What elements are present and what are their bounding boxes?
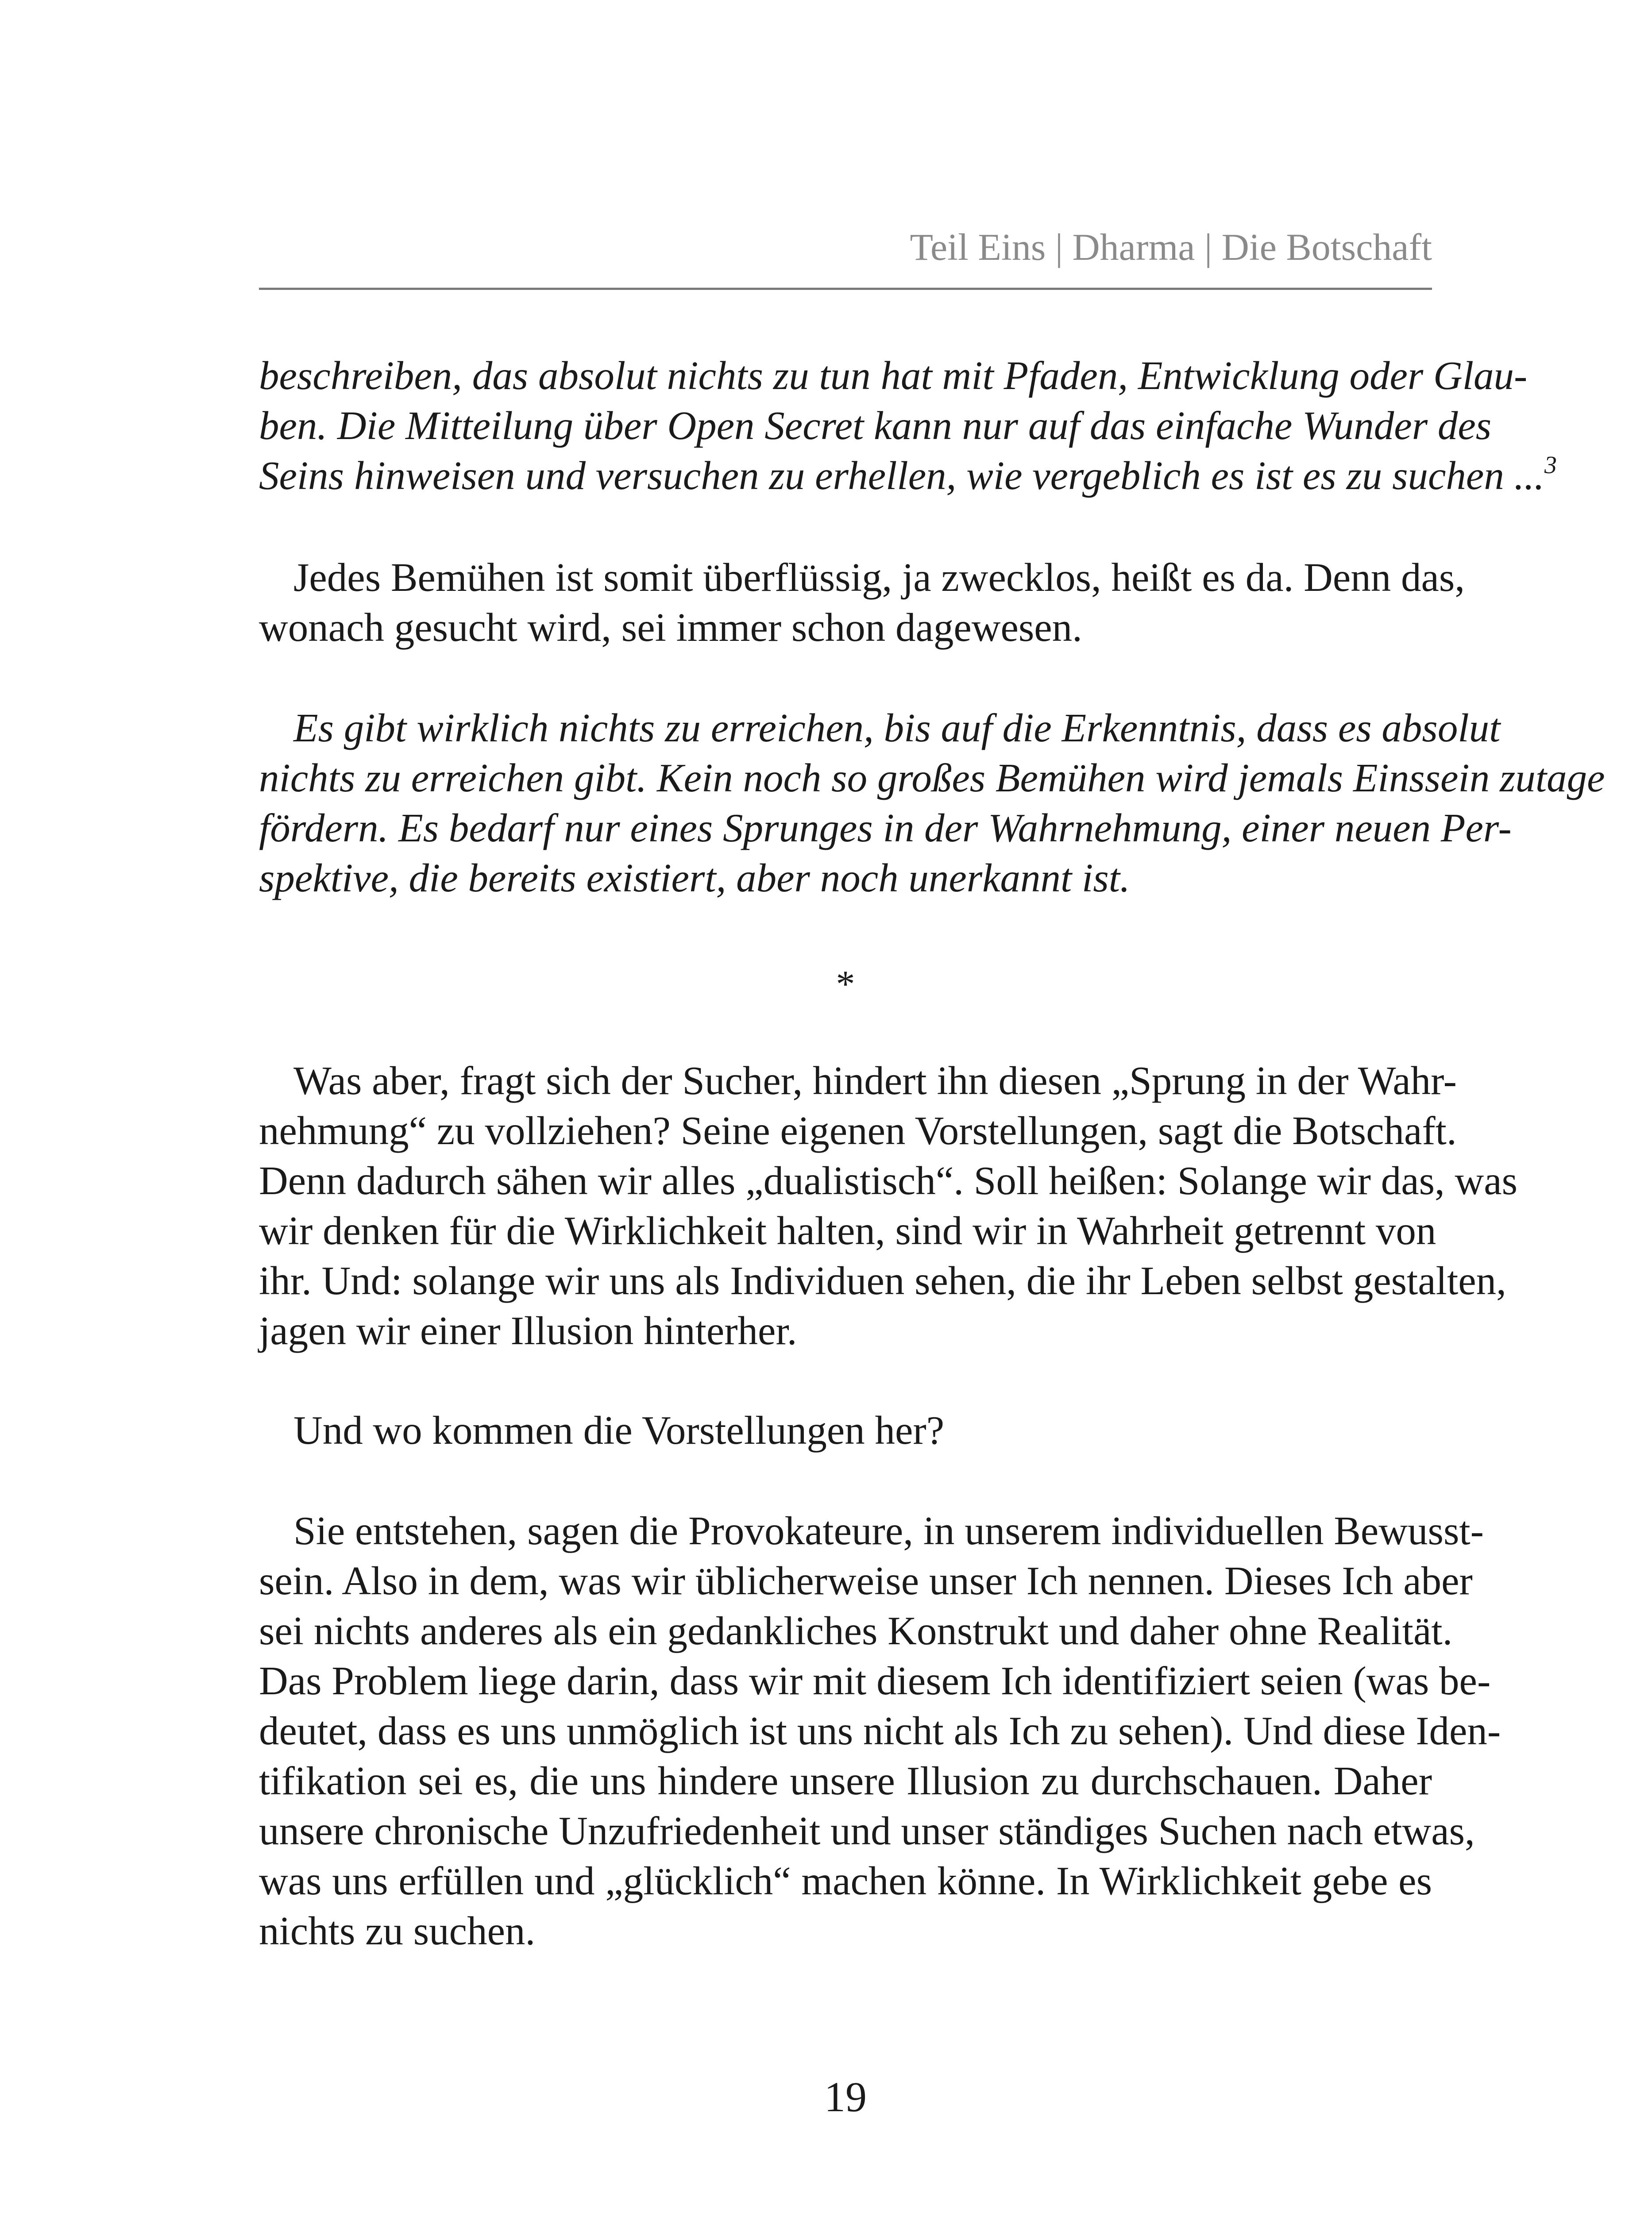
quote-block-1 — [259, 351, 1557, 501]
text-line: wonach gesucht wird, sei immer schon dagewesen. — [259, 605, 1082, 650]
header-rule — [259, 288, 1432, 290]
text-line: Und wo kommen die Vorstellungen her? — [293, 1408, 945, 1453]
text-line: spektive, die bereits existiert, aber noch unerkannt ist. — [259, 856, 1130, 900]
text-line: beschreiben, das absolut nichts zu tun hat mit Pfaden, Entwicklung oder Glau- — [259, 353, 1528, 398]
text-line: Seins hinweisen und versuchen zu erhellen, wie vergeblich es ist es zu suchen ... — [259, 453, 1544, 498]
text-line: jagen wir einer Illusion hinterher. — [259, 1308, 797, 1353]
text-line: Es gibt wirklich nichts zu erreichen, bis auf die Erkenntnis, dass es absolut — [293, 706, 1501, 750]
footnote-reference[interactable]: 3 — [1544, 451, 1557, 479]
text-line: Was aber, fragt sich der Sucher, hindert ihn diesen „Sprung in der Wahr- — [293, 1058, 1457, 1103]
text-line: was uns erfüllen und „glücklich“ machen könne. In Wirklichkeit gebe es — [259, 1858, 1432, 1903]
text-line: Denn dadurch sähen wir alles „dualistisch“. Soll heißen: Solange wir das, was — [259, 1158, 1518, 1203]
text-line: sein. Also in dem, was wir üblicherweise unser Ich nennen. Dieses Ich aber — [259, 1558, 1473, 1603]
text-line: wir denken für die Wirklichkeit halten, sind wir in Wahrheit getrennt von — [259, 1208, 1436, 1253]
text-line: deutet, dass es uns unmöglich ist uns nicht als Ich zu sehen). Und diese Iden- — [259, 1708, 1501, 1753]
text-line: ihr. Und: solange wir uns als Individuen sehen, die ihr Leben selbst gestalten, — [259, 1258, 1506, 1303]
text-line: nehmung“ zu vollziehen? Seine eigenen Vorstellungen, sagt die Botschaft. — [259, 1108, 1457, 1153]
body-paragraph-4 — [259, 1506, 1501, 1956]
running-head: Teil Eins | Dharma | Die Botschaft — [910, 226, 1432, 268]
text-line: fördern. Es bedarf nur eines Sprunges in der Wahrnehmung, einer neuen Per- — [259, 806, 1512, 850]
text-line: Jedes Bemühen ist somit überflüssig, ja zwecklos, heißt es da. Denn das, — [293, 555, 1465, 600]
text-line: nichts zu erreichen gibt. Kein noch so großes Bemühen wird jemals Einssein zutage — [259, 756, 1605, 800]
quote-block-2 — [259, 703, 1605, 903]
body-paragraph-3 — [259, 1405, 1432, 1455]
body-paragraph-1 — [259, 552, 1465, 652]
text-line: tifikation sei es, die uns hindere unsere Illusion zu durchschauen. Daher — [259, 1758, 1432, 1803]
text-line: Das Problem liege darin, dass wir mit diesem Ich identifiziert seien (was be- — [259, 1658, 1491, 1703]
body-paragraph-2 — [259, 1056, 1518, 1356]
text-line: nichts zu suchen. — [259, 1908, 536, 1953]
text-line-last — [259, 451, 1557, 501]
text-line: unsere chronische Unzufriedenheit und unser ständiges Suchen nach etwas, — [259, 1808, 1475, 1853]
text-line: Sie entstehen, sagen die Provokateure, in unserem individuellen Bewusst- — [293, 1508, 1484, 1553]
page-number: 19 — [824, 2073, 867, 2120]
text-line: sei nichts anderes als ein gedankliches Konstrukt und daher ohne Realität. — [259, 1608, 1453, 1653]
text-line: ben. Die Mitteilung über Open Secret kann nur auf das einfache Wunder des — [259, 403, 1492, 448]
section-separator: * — [836, 963, 855, 1005]
